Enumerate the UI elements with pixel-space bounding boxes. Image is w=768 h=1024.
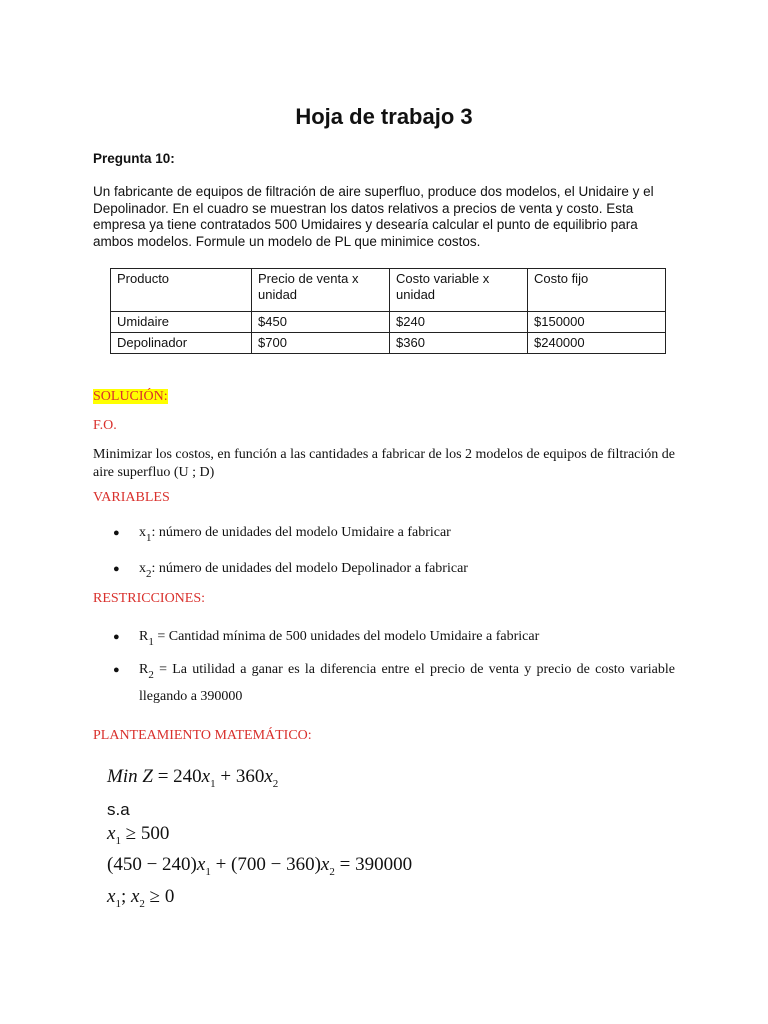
bullet-icon: ● xyxy=(113,527,120,539)
variable-symbol: x xyxy=(139,525,146,540)
table-row xyxy=(111,333,666,354)
table-cell: $700 xyxy=(252,333,390,354)
objective-prefix: Min Z xyxy=(107,766,153,787)
restriction-subscript: 1 xyxy=(148,636,154,648)
table-cell: $360 xyxy=(390,333,528,354)
restriction-text: = La utilidad a ganar es la diferencia entre el precio de venta y precio de costo variable llegando a 390000 xyxy=(139,662,675,704)
restriction-text: = Cantidad mínima de 500 unidades del modelo Umidaire a fabricar xyxy=(153,629,540,644)
constraint-1: $x_1 \ge 500$ xyxy=(107,823,170,847)
constraint-3: $x_1$; $x_2 \ge 0$ xyxy=(107,886,175,910)
constraint-1-rhs: 500 xyxy=(140,823,170,844)
objective-coef2: 360 xyxy=(235,766,265,787)
table-cell: $240 xyxy=(390,312,528,333)
bullet-icon: ● xyxy=(113,664,120,676)
variables-heading: VARIABLES xyxy=(93,490,170,505)
fo-description: Minimizar los costos, en función a las cantidades a fabricar de los 2 modelos de equipos de filtración de aire superfluo (U ; D) xyxy=(93,447,675,480)
objective-coef1: 240 xyxy=(173,766,202,787)
restrictions-heading: RESTRICCIONES: xyxy=(93,591,206,606)
table-cell: $450 xyxy=(252,312,390,333)
restriction-symbol: R xyxy=(139,629,149,644)
subject-to-label: s.a xyxy=(107,800,130,819)
restriction-subscript: 2 xyxy=(148,669,154,681)
solution-highlight: SOLUCIÓN: xyxy=(93,389,168,404)
plan-heading: PLANTEAMIENTO MATEMÁTICO: xyxy=(93,728,312,743)
constraint-2: $(450 - 240)x_1 + (700 - 360)x_2 = 390000$ xyxy=(107,854,413,878)
constraint-2-rhs: 390000 xyxy=(355,854,413,875)
problem-statement: Un fabricante de equipos de filtración de aire superfluo, produce dos modelos, el Unidaire y el Depolinador. En el cuadro se muestran los datos relativos a precios de venta y costo. Esta empresa ya tiene contratados 500 Umidaires y desearía calcular el punto de equilibrio para ambos modelos. Formule un modelo de PL que minimice costos. xyxy=(93,184,654,249)
data-table xyxy=(110,268,666,354)
table-cell: Depolinador xyxy=(111,333,252,354)
table-header-cell: Costo fijo xyxy=(528,269,666,312)
objective-function: Min $Z = 240x_1 + 360x_2$ xyxy=(107,766,279,790)
table-header-cell: Precio de venta x unidad xyxy=(252,269,390,312)
question-label: Pregunta 10: xyxy=(93,151,175,166)
constraint-3-rhs: 0 xyxy=(164,886,175,907)
variable-text: : número de unidades del modelo Depolinador a fabricar xyxy=(151,561,468,576)
table-cell: $150000 xyxy=(528,312,666,333)
table-header-cell: Producto xyxy=(111,269,252,312)
variable-text: : número de unidades del modelo Umidaire a fabricar xyxy=(151,525,451,540)
table-header-cell: Costo variable x unidad xyxy=(390,269,528,312)
table-row xyxy=(111,312,666,333)
variable-symbol: x xyxy=(139,561,146,576)
variable-subscript: 2 xyxy=(146,568,152,580)
bullet-icon: ● xyxy=(113,563,120,575)
table-cell: $240000 xyxy=(528,333,666,354)
page-title: Hoja de trabajo 3 xyxy=(295,104,473,129)
variable-subscript: 1 xyxy=(146,532,152,544)
fo-heading: F.O. xyxy=(93,418,117,433)
solution-heading xyxy=(93,389,168,405)
restriction-symbol: R xyxy=(139,662,149,677)
table-cell: Umidaire xyxy=(111,312,252,333)
table-header-row xyxy=(111,269,666,312)
bullet-icon: ● xyxy=(113,631,120,643)
